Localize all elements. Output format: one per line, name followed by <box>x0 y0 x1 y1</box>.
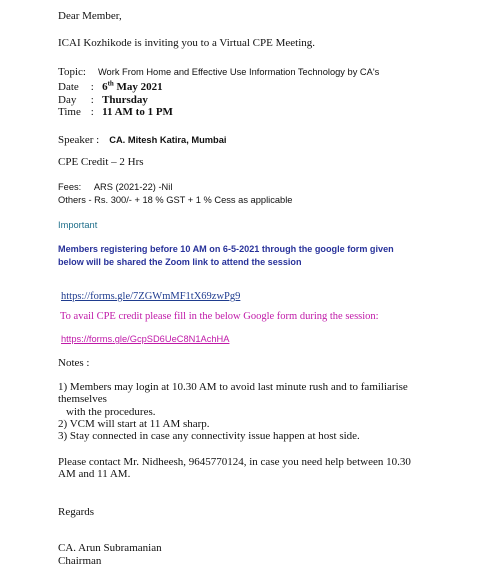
note-1-line-1: 1) Members may login at 10.30 AM to avoid last minute rush and to familiarise <box>58 381 408 393</box>
intro-text: ICAI Kozhikode is inviting you to a Virtual CPE Meeting. <box>58 37 316 49</box>
speaker-label: Speaker : <box>58 134 100 146</box>
members-line-2: below will be shared the Zoom link to attend the session <box>58 257 302 267</box>
avail-cpe-note: To avail CPE credit please fill in the below Google form during the session: <box>60 311 379 322</box>
topic-row <box>58 62 379 80</box>
signatory-name: CA. Arun Subramanian <box>58 542 162 554</box>
members-line-1: Members registering before 10 AM on 6-5-2021 through the google form given <box>58 244 394 254</box>
note-1-line-2: themselves <box>58 393 107 405</box>
note-1-line-3: with the procedures. <box>66 406 156 418</box>
contact-line-1: Please contact Mr. Nidheesh, 9645770124, in case you need help between 10.30 <box>58 456 411 468</box>
time-value: 11 AM to 1 PM <box>102 106 173 118</box>
topic-label: Topic: <box>58 66 86 78</box>
time-row: Time : 11 AM to 1 PM <box>58 106 173 118</box>
registration-form-link[interactable]: https://forms.gle/7ZGWmMF1tX69zwPg9 <box>61 291 241 302</box>
topic-value: Work From Home and Effective Use Information Technology by CA's <box>97 67 380 77</box>
signatory-title: Chairman <box>58 555 102 567</box>
fees-value: ARS (2021-22) -Nil <box>93 182 173 192</box>
cpe-credit: CPE Credit – 2 Hrs <box>58 156 144 168</box>
regards: Regards <box>58 506 95 518</box>
notes-label: Notes : <box>58 357 90 369</box>
day-value: Thursday <box>102 94 148 106</box>
date-row: Date : 6th May 2021 <box>58 79 163 93</box>
speaker-row <box>58 130 227 148</box>
date-label: Date <box>58 81 79 93</box>
note-2: 2) VCM will start at 11 AM sharp. <box>58 418 210 430</box>
note-3: 3) Stay connected in case any connectivity issue happen at host side. <box>58 430 360 442</box>
fees-row <box>58 182 172 193</box>
speaker-value: CA. Mitesh Katira, Mumbai <box>109 135 227 145</box>
date-day: 6 <box>102 81 108 93</box>
time-label: Time <box>58 106 81 118</box>
contact-line-2: AM and 11 AM. <box>58 468 131 480</box>
fees-label: Fees: <box>58 182 82 192</box>
date-value: May 2021 <box>116 81 163 93</box>
salutation: Dear Member, <box>58 10 122 22</box>
important-heading: Important <box>58 220 98 230</box>
others-fees: Others - Rs. 300/- + 18 % GST + 1 % Cess as applicable <box>58 195 293 205</box>
day-label: Day <box>58 94 77 106</box>
date-suffix: th <box>107 79 114 88</box>
attendance-form-link[interactable]: https://forms.gle/GcpSD6UeC8N1AchHA <box>61 334 230 344</box>
day-row: Day : Thursday <box>58 94 148 106</box>
